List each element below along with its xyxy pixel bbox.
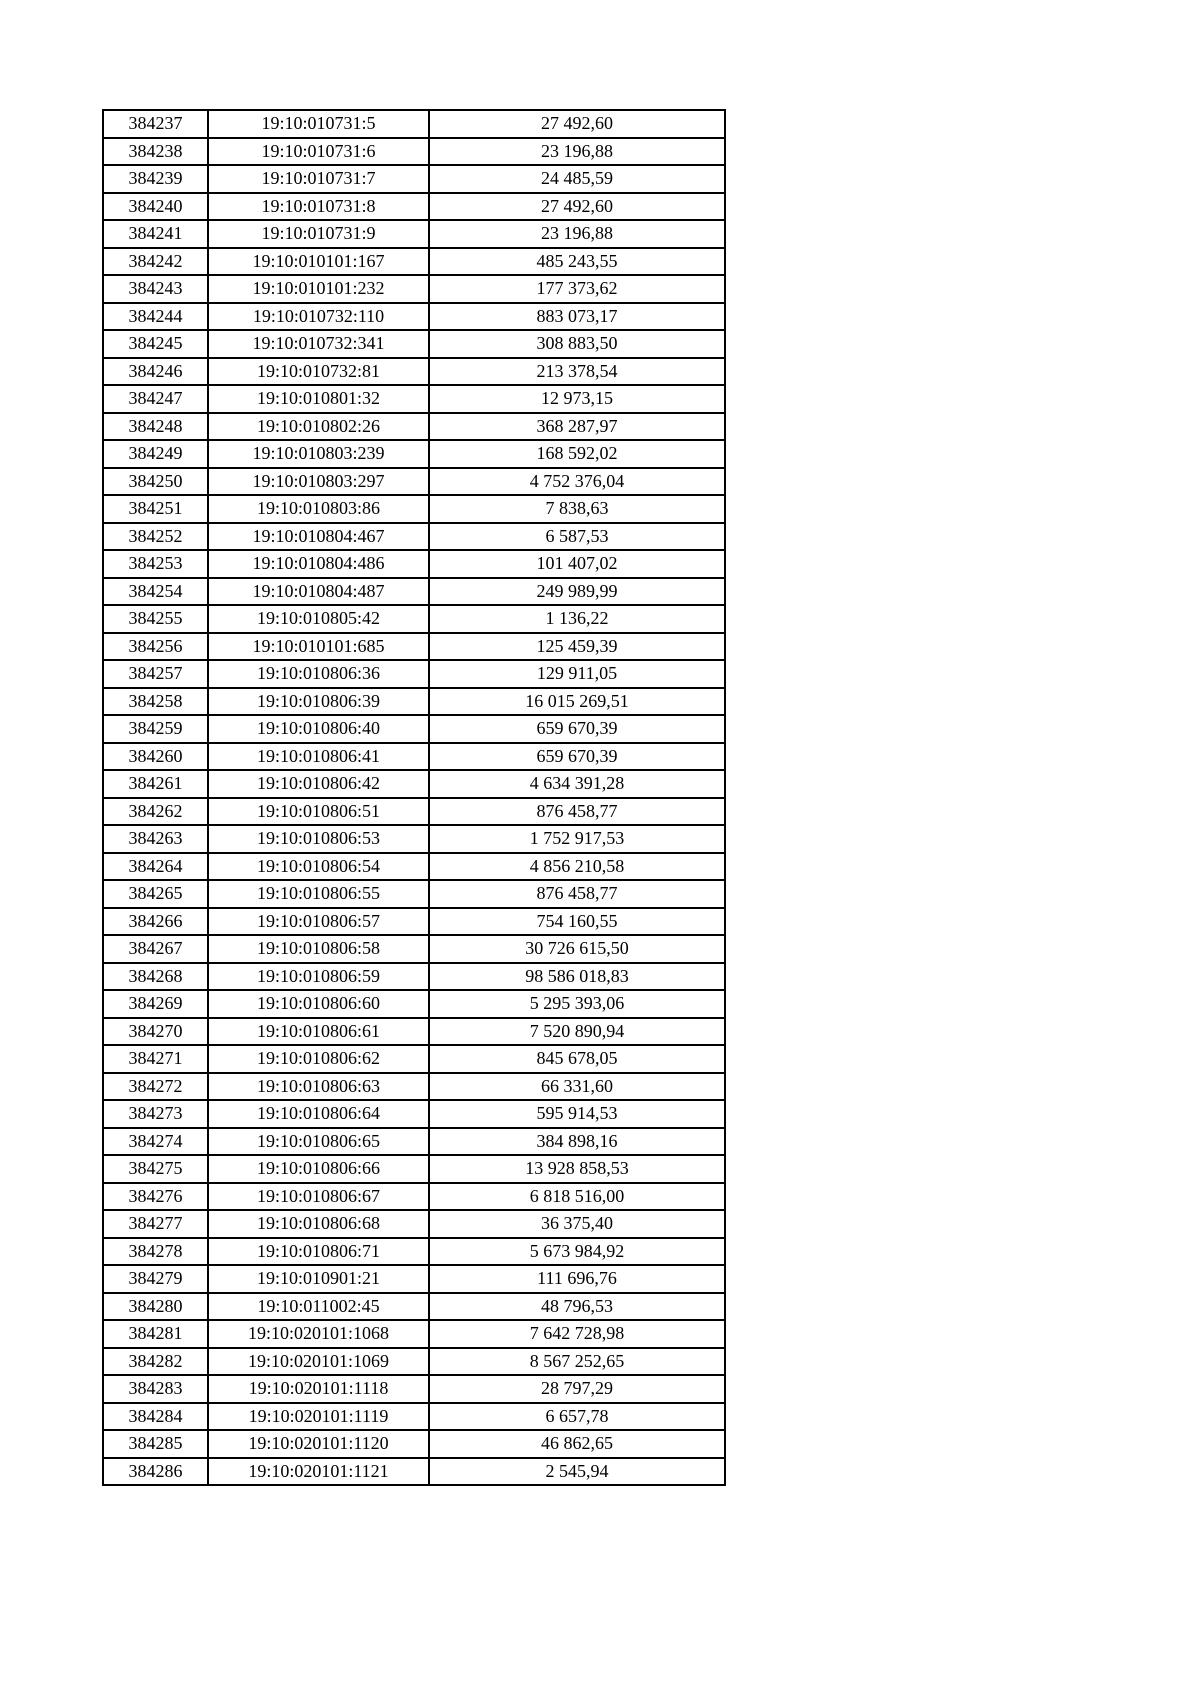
row-number-cell: 384270: [103, 1018, 208, 1046]
table-row: [103, 330, 725, 358]
value-cell: 876 458,77: [429, 798, 725, 826]
table-row: [103, 1238, 725, 1266]
table-row: [103, 550, 725, 578]
table-row: [103, 908, 725, 936]
table-row: [103, 193, 725, 221]
row-number-cell: 384251: [103, 495, 208, 523]
row-number-cell: 384259: [103, 715, 208, 743]
cadastral-number-cell: 19:10:010732:110: [208, 303, 429, 331]
cadastral-number-cell: 19:10:010901:21: [208, 1265, 429, 1293]
row-number-cell: 384239: [103, 165, 208, 193]
table-row: [103, 495, 725, 523]
value-cell: 4 856 210,58: [429, 853, 725, 881]
cadastral-number-cell: 19:10:020101:1119: [208, 1403, 429, 1431]
value-cell: 595 914,53: [429, 1100, 725, 1128]
row-number-cell: 384242: [103, 248, 208, 276]
cadastral-number-cell: 19:10:010806:71: [208, 1238, 429, 1266]
table-row: [103, 963, 725, 991]
row-number-cell: 384253: [103, 550, 208, 578]
row-number-cell: 384261: [103, 770, 208, 798]
cadastral-number-cell: 19:10:010731:7: [208, 165, 429, 193]
row-number-cell: 384260: [103, 743, 208, 771]
value-cell: 876 458,77: [429, 880, 725, 908]
value-cell: 13 928 858,53: [429, 1155, 725, 1183]
row-number-cell: 384237: [103, 110, 208, 138]
cadastral-number-cell: 19:10:010804:467: [208, 523, 429, 551]
value-cell: 27 492,60: [429, 110, 725, 138]
value-cell: 8 567 252,65: [429, 1348, 725, 1376]
value-cell: 101 407,02: [429, 550, 725, 578]
table-row: [103, 1018, 725, 1046]
table-row: [103, 1100, 725, 1128]
row-number-cell: 384274: [103, 1128, 208, 1156]
value-cell: 883 073,17: [429, 303, 725, 331]
value-cell: 28 797,29: [429, 1375, 725, 1403]
row-number-cell: 384272: [103, 1073, 208, 1101]
value-cell: 46 862,65: [429, 1430, 725, 1458]
cadastral-number-cell: 19:10:010101:232: [208, 275, 429, 303]
table-row: [103, 138, 725, 166]
cadastral-number-cell: 19:10:010801:32: [208, 385, 429, 413]
cadastral-number-cell: 19:10:010732:341: [208, 330, 429, 358]
value-cell: 12 973,15: [429, 385, 725, 413]
cadastral-number-cell: 19:10:010806:54: [208, 853, 429, 881]
value-cell: 485 243,55: [429, 248, 725, 276]
table-row: [103, 578, 725, 606]
table-row: [103, 935, 725, 963]
value-cell: 368 287,97: [429, 413, 725, 441]
table-row: [103, 880, 725, 908]
table-row: [103, 853, 725, 881]
row-number-cell: 384271: [103, 1045, 208, 1073]
table-row: [103, 468, 725, 496]
table-row: [103, 770, 725, 798]
cadastral-number-cell: 19:10:010806:53: [208, 825, 429, 853]
cadastral-number-cell: 19:10:010803:297: [208, 468, 429, 496]
table-row: [103, 303, 725, 331]
row-number-cell: 384265: [103, 880, 208, 908]
cadastral-number-cell: 19:10:010802:26: [208, 413, 429, 441]
row-number-cell: 384285: [103, 1430, 208, 1458]
row-number-cell: 384266: [103, 908, 208, 936]
value-cell: 4 752 376,04: [429, 468, 725, 496]
value-cell: 5 673 984,92: [429, 1238, 725, 1266]
row-number-cell: 384256: [103, 633, 208, 661]
cadastral-number-cell: 19:10:020101:1121: [208, 1458, 429, 1486]
value-cell: 659 670,39: [429, 715, 725, 743]
value-cell: 308 883,50: [429, 330, 725, 358]
cadastral-number-cell: 19:10:010806:65: [208, 1128, 429, 1156]
cadastral-number-cell: 19:10:011002:45: [208, 1293, 429, 1321]
value-cell: 2 545,94: [429, 1458, 725, 1486]
cadastral-number-cell: 19:10:010731:9: [208, 220, 429, 248]
row-number-cell: 384247: [103, 385, 208, 413]
table-row: [103, 1293, 725, 1321]
value-cell: 845 678,05: [429, 1045, 725, 1073]
cadastral-number-cell: 19:10:010806:42: [208, 770, 429, 798]
cadastral-number-cell: 19:10:010803:239: [208, 440, 429, 468]
row-number-cell: 384245: [103, 330, 208, 358]
table-row: [103, 633, 725, 661]
cadastral-number-cell: 19:10:010806:61: [208, 1018, 429, 1046]
cadastral-number-cell: 19:10:010806:51: [208, 798, 429, 826]
row-number-cell: 384243: [103, 275, 208, 303]
row-number-cell: 384262: [103, 798, 208, 826]
value-cell: 111 696,76: [429, 1265, 725, 1293]
table-row: [103, 605, 725, 633]
table-row: [103, 1265, 725, 1293]
value-cell: 6 657,78: [429, 1403, 725, 1431]
cadastral-number-cell: 19:10:010806:68: [208, 1210, 429, 1238]
row-number-cell: 384258: [103, 688, 208, 716]
cadastral-number-cell: 19:10:010806:67: [208, 1183, 429, 1211]
cadastral-number-cell: 19:10:010806:62: [208, 1045, 429, 1073]
table-row: [103, 1073, 725, 1101]
value-cell: 6 587,53: [429, 523, 725, 551]
value-cell: 30 726 615,50: [429, 935, 725, 963]
value-cell: 66 331,60: [429, 1073, 725, 1101]
table-row: [103, 220, 725, 248]
row-number-cell: 384238: [103, 138, 208, 166]
value-cell: 384 898,16: [429, 1128, 725, 1156]
row-number-cell: 384284: [103, 1403, 208, 1431]
table-row: [103, 413, 725, 441]
cadastral-number-cell: 19:10:010732:81: [208, 358, 429, 386]
row-number-cell: 384282: [103, 1348, 208, 1376]
table-row: [103, 523, 725, 551]
row-number-cell: 384278: [103, 1238, 208, 1266]
row-number-cell: 384244: [103, 303, 208, 331]
row-number-cell: 384240: [103, 193, 208, 221]
row-number-cell: 384264: [103, 853, 208, 881]
value-cell: 7 642 728,98: [429, 1320, 725, 1348]
table-row: [103, 1403, 725, 1431]
cadastral-number-cell: 19:10:010806:59: [208, 963, 429, 991]
row-number-cell: 384250: [103, 468, 208, 496]
cadastral-number-cell: 19:10:010806:66: [208, 1155, 429, 1183]
value-cell: 6 818 516,00: [429, 1183, 725, 1211]
table-row: [103, 1045, 725, 1073]
cadastral-number-cell: 19:10:010804:486: [208, 550, 429, 578]
cadastral-number-cell: 19:10:010806:60: [208, 990, 429, 1018]
table-row: [103, 1183, 725, 1211]
row-number-cell: 384254: [103, 578, 208, 606]
cadastral-number-cell: 19:10:010806:41: [208, 743, 429, 771]
table-row: [103, 358, 725, 386]
cadastral-number-cell: 19:10:010805:42: [208, 605, 429, 633]
value-cell: 5 295 393,06: [429, 990, 725, 1018]
value-cell: 48 796,53: [429, 1293, 725, 1321]
cadastral-number-cell: 19:10:010731:5: [208, 110, 429, 138]
row-number-cell: 384267: [103, 935, 208, 963]
row-number-cell: 384268: [103, 963, 208, 991]
table-row: [103, 248, 725, 276]
table-row: [103, 715, 725, 743]
table-body: [103, 110, 725, 1485]
cadastral-number-cell: 19:10:010731:6: [208, 138, 429, 166]
table-row: [103, 1430, 725, 1458]
value-cell: 1 136,22: [429, 605, 725, 633]
row-number-cell: 384248: [103, 413, 208, 441]
value-cell: 24 485,59: [429, 165, 725, 193]
cadastral-number-cell: 19:10:010806:40: [208, 715, 429, 743]
row-number-cell: 384273: [103, 1100, 208, 1128]
table-row: [103, 825, 725, 853]
table-row: [103, 1348, 725, 1376]
cadastral-number-cell: 19:10:010731:8: [208, 193, 429, 221]
row-number-cell: 384277: [103, 1210, 208, 1238]
cadastral-number-cell: 19:10:010806:63: [208, 1073, 429, 1101]
row-number-cell: 384279: [103, 1265, 208, 1293]
value-cell: 1 752 917,53: [429, 825, 725, 853]
table-row: [103, 440, 725, 468]
table-row: [103, 1155, 725, 1183]
table-row: [103, 1375, 725, 1403]
table-row: [103, 165, 725, 193]
row-number-cell: 384257: [103, 660, 208, 688]
row-number-cell: 384283: [103, 1375, 208, 1403]
row-number-cell: 384255: [103, 605, 208, 633]
table-row: [103, 1128, 725, 1156]
row-number-cell: 384281: [103, 1320, 208, 1348]
cadastral-number-cell: 19:10:020101:1069: [208, 1348, 429, 1376]
value-cell: 36 375,40: [429, 1210, 725, 1238]
cadastral-number-cell: 19:10:020101:1120: [208, 1430, 429, 1458]
table-row: [103, 1458, 725, 1486]
row-number-cell: 384241: [103, 220, 208, 248]
table-row: [103, 798, 725, 826]
cadastral-number-cell: 19:10:010806:57: [208, 908, 429, 936]
row-number-cell: 384286: [103, 1458, 208, 1486]
value-cell: 249 989,99: [429, 578, 725, 606]
cadastral-number-cell: 19:10:020101:1118: [208, 1375, 429, 1403]
table-row: [103, 275, 725, 303]
cadastral-number-cell: 19:10:010804:487: [208, 578, 429, 606]
value-cell: 7 838,63: [429, 495, 725, 523]
cadastral-number-cell: 19:10:010806:58: [208, 935, 429, 963]
row-number-cell: 384252: [103, 523, 208, 551]
value-cell: 23 196,88: [429, 138, 725, 166]
cadastral-number-cell: 19:10:010806:64: [208, 1100, 429, 1128]
value-cell: 177 373,62: [429, 275, 725, 303]
value-cell: 4 634 391,28: [429, 770, 725, 798]
table-row: [103, 1320, 725, 1348]
table-row: [103, 743, 725, 771]
value-cell: 168 592,02: [429, 440, 725, 468]
value-cell: 754 160,55: [429, 908, 725, 936]
value-cell: 23 196,88: [429, 220, 725, 248]
cadastral-number-cell: 19:10:010101:685: [208, 633, 429, 661]
table-row: [103, 990, 725, 1018]
row-number-cell: 384263: [103, 825, 208, 853]
table-row: [103, 385, 725, 413]
row-number-cell: 384249: [103, 440, 208, 468]
value-cell: 129 911,05: [429, 660, 725, 688]
cadastral-number-cell: 19:10:020101:1068: [208, 1320, 429, 1348]
table-row: [103, 1210, 725, 1238]
value-cell: 27 492,60: [429, 193, 725, 221]
row-number-cell: 384280: [103, 1293, 208, 1321]
cadastral-number-cell: 19:10:010806:55: [208, 880, 429, 908]
table-row: [103, 110, 725, 138]
value-cell: 98 586 018,83: [429, 963, 725, 991]
table-row: [103, 660, 725, 688]
cadastral-number-cell: 19:10:010101:167: [208, 248, 429, 276]
row-number-cell: 384275: [103, 1155, 208, 1183]
value-cell: 213 378,54: [429, 358, 725, 386]
cadastral-number-cell: 19:10:010803:86: [208, 495, 429, 523]
cadastral-number-cell: 19:10:010806:39: [208, 688, 429, 716]
table-row: [103, 688, 725, 716]
row-number-cell: 384269: [103, 990, 208, 1018]
value-cell: 659 670,39: [429, 743, 725, 771]
row-number-cell: 384246: [103, 358, 208, 386]
value-cell: 7 520 890,94: [429, 1018, 725, 1046]
row-number-cell: 384276: [103, 1183, 208, 1211]
value-cell: 125 459,39: [429, 633, 725, 661]
value-cell: 16 015 269,51: [429, 688, 725, 716]
cadastral-value-table: [102, 109, 726, 1486]
cadastral-number-cell: 19:10:010806:36: [208, 660, 429, 688]
